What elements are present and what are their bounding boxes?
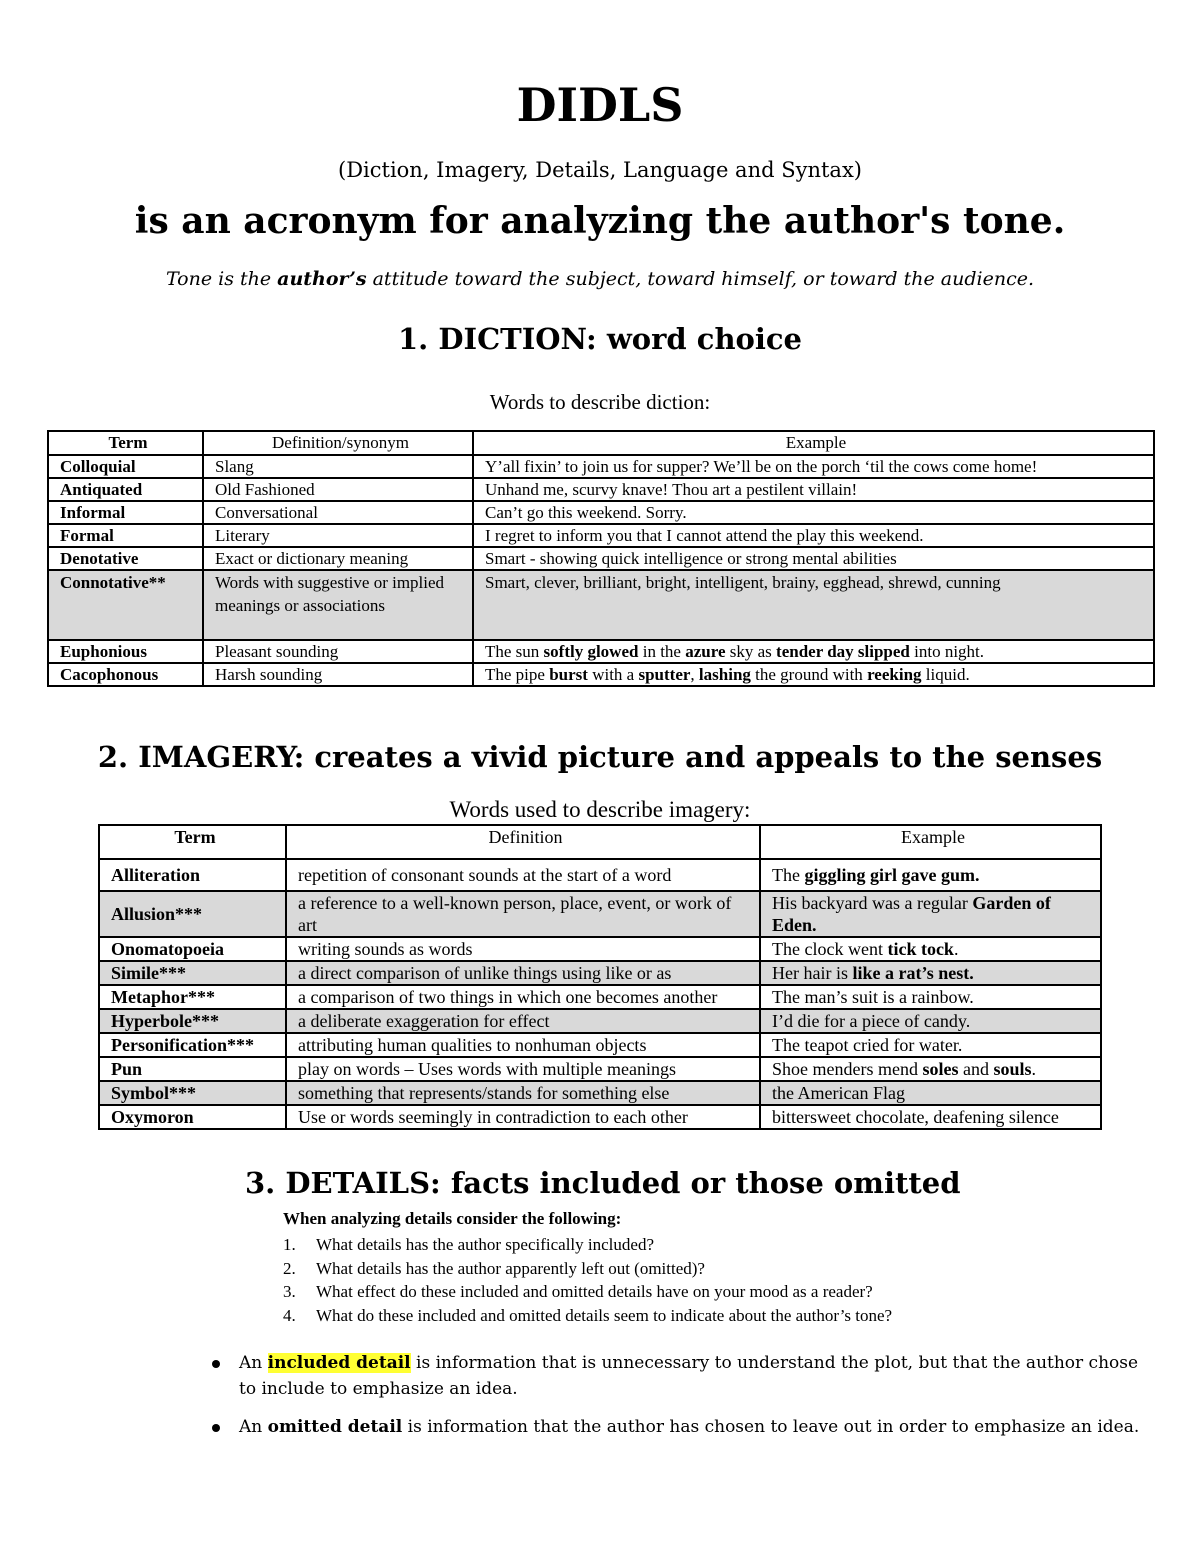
example-cell: Y’all fixin’ to join us for supper? We’ll be on the porch ‘til the cows come home! [473,455,1154,478]
list-item: 4. What do these included and omitted details seem to indicate about the author’s tone? [283,1305,893,1325]
bold-term: omitted detail [267,1417,403,1437]
term-cell: Colloquial [48,455,203,478]
term-cell: Allusion*** [99,891,286,937]
definition-cell: a deliberate exaggeration for effect [286,1009,760,1033]
imagery-table [98,824,1102,1130]
table-row [48,501,1154,524]
imagery-heading: 2. IMAGERY: creates a vivid picture and appeals to the senses [97,740,1103,774]
list-item: An omitted detail is information that the author has chosen to leave out in order to emphasize an idea. [210,1414,1140,1440]
table-row [99,1033,1101,1057]
example-cell: The teapot cried for water. [760,1033,1101,1057]
column-header: Example [473,431,1154,455]
example-cell: Unhand me, scurvy knave! Thou art a pestilent villain! [473,478,1154,501]
term-cell: Cacophonous [48,663,203,686]
details-definitions [210,1350,1140,1452]
example-cell: Shoe menders mend soles and souls. [760,1057,1101,1081]
example-cell: The pipe burst with a sputter, lashing the ground with reeking liquid. [473,663,1154,686]
term-cell: Euphonious [48,640,203,663]
table-row [48,478,1154,501]
details-questions [283,1233,892,1327]
definition-cell: Literary [203,524,473,547]
table-row [99,1009,1101,1033]
example-cell: His backyard was a regular Garden of Eden. [760,891,1101,937]
term-cell: Pun [99,1057,286,1081]
example-cell: Her hair is like a rat’s nest. [760,961,1101,985]
term-cell: Antiquated [48,478,203,501]
table-row [99,1081,1101,1105]
details-heading: 3. DETAILS: facts included or those omitted [245,1166,961,1200]
tone-definition [0,268,1200,290]
term-cell: Metaphor*** [99,985,286,1009]
term-cell: Alliteration [99,859,286,891]
tagline-text: attitude toward the subject, toward himself, or toward the audience. [366,268,1035,290]
table-row [99,937,1101,961]
example-cell: The man’s suit is a rainbow. [760,985,1101,1009]
definition-cell: Use or words seemingly in contradiction to each other [286,1105,760,1129]
term-cell: Oxymoron [99,1105,286,1129]
definition-cell: something that represents/stands for something else [286,1081,760,1105]
example-cell: Can’t go this weekend. Sorry. [473,501,1154,524]
column-header: Definition/synonym [203,431,473,455]
table-header-row [48,431,1154,455]
definition-cell: Words with suggestive or implied meanings or associations [203,570,473,640]
definition-cell: attributing human qualities to nonhuman objects [286,1033,760,1057]
table-row [48,570,1154,640]
table-row [48,455,1154,478]
page-title: DIDLS [516,78,684,132]
imagery-caption: Words used to describe imagery: [449,797,751,822]
term-cell: Informal [48,501,203,524]
column-header: Term [99,825,286,859]
bullet-icon [212,1424,220,1432]
list-item: 3. What effect do these included and omitted details have on your mood as a reader? [283,1282,873,1301]
example-cell: bittersweet chocolate, deafening silence [760,1105,1101,1129]
definition-cell: repetition of consonant sounds at the start of a word [286,859,760,891]
definition-cell: Old Fashioned [203,478,473,501]
table-row [48,663,1154,686]
column-header: Term [48,431,203,455]
definition-cell: Harsh sounding [203,663,473,686]
example-cell: The clock went tick tock. [760,937,1101,961]
page-subtitle: (Diction, Imagery, Details, Language and Syntax) [338,158,862,182]
definition-cell: a reference to a well-known person, place, event, or work of art [286,891,760,937]
definition-cell: Slang [203,455,473,478]
table-row [99,891,1101,937]
list-item: An included detail is information that is unnecessary to understand the plot, but that the author chose to include to emphasize an idea. [210,1350,1140,1402]
diction-caption: Words to describe diction: [489,390,711,414]
term-cell: Hyperbole*** [99,1009,286,1033]
column-header: Definition [286,825,760,859]
definition-cell: play on words – Uses words with multiple meanings [286,1057,760,1081]
definition-cell: a comparison of two things in which one becomes another [286,985,760,1009]
diction-table [47,430,1155,687]
table-row [48,547,1154,570]
list-item: 1. What details has the author specifically included? [283,1235,654,1254]
table-row [99,859,1101,891]
table-row [99,961,1101,985]
definition-cell: Exact or dictionary meaning [203,547,473,570]
term-cell: Connotative** [48,570,203,640]
table-row [99,1105,1101,1129]
table-row [99,985,1101,1009]
definition-cell: writing sounds as words [286,937,760,961]
example-cell: The giggling girl gave gum. [760,859,1101,891]
page-headline: is an acronym for analyzing the author's tone. [134,200,1066,242]
tagline-bold: author’s [277,268,367,290]
tagline-text: Tone is the [165,268,278,290]
table-row [99,1057,1101,1081]
details-lead: When analyzing details consider the following: [283,1209,622,1228]
example-cell: Smart - showing quick intelligence or strong mental abilities [473,547,1154,570]
table-row [48,640,1154,663]
example-cell: Smart, clever, brilliant, bright, intelligent, brainy, egghead, shrewd, cunning [473,570,1154,640]
table-header-row [99,825,1101,859]
column-header: Example [760,825,1101,859]
definition-cell: Pleasant sounding [203,640,473,663]
highlighted-term: included detail [267,1353,411,1373]
example-cell: The sun softly glowed in the azure sky as tender day slipped into night. [473,640,1154,663]
term-cell: Formal [48,524,203,547]
term-cell: Denotative [48,547,203,570]
table-row [48,524,1154,547]
term-cell: Symbol*** [99,1081,286,1105]
example-cell: I regret to inform you that I cannot attend the play this weekend. [473,524,1154,547]
example-cell: I’d die for a piece of candy. [760,1009,1101,1033]
term-cell: Simile*** [99,961,286,985]
term-cell: Onomatopoeia [99,937,286,961]
bullet-icon [212,1360,220,1368]
term-cell: Personification*** [99,1033,286,1057]
definition-cell: Conversational [203,501,473,524]
example-cell: the American Flag [760,1081,1101,1105]
list-item: 2. What details has the author apparently left out (omitted)? [283,1258,705,1278]
definition-cell: a direct comparison of unlike things using like or as [286,961,760,985]
diction-heading: 1. DICTION: word choice [397,322,803,356]
